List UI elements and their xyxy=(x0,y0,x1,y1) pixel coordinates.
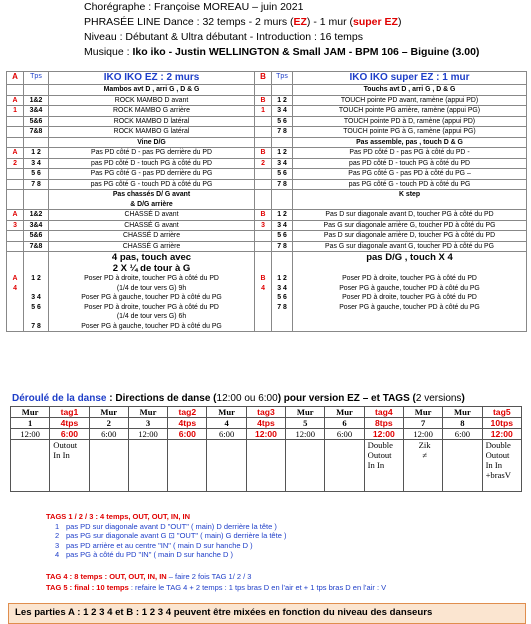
direction-note xyxy=(482,440,521,492)
part-letter: B xyxy=(255,148,272,159)
step-count: 3 4 xyxy=(31,294,41,301)
step-count: 1 2 xyxy=(272,210,293,221)
section-a3-title-line2: & D/G arrière xyxy=(130,200,173,208)
direction-time: 6:00 xyxy=(50,429,89,440)
step-row xyxy=(7,169,527,180)
section-1-title-row xyxy=(7,85,527,96)
step-description-sub: (1/4 de tour vers G) 6h xyxy=(116,313,187,320)
step-description: pas PG côté G - touch PD à côté du PG xyxy=(49,179,255,190)
direction-time: 12:00 xyxy=(246,429,285,440)
col-a-header: A xyxy=(7,72,24,85)
direction-note-line: Outout xyxy=(485,450,510,460)
wall-number: 4 xyxy=(207,418,246,429)
part-number: 4 xyxy=(261,284,265,292)
tag-step-number: 2 xyxy=(55,531,60,541)
directions-title-part: ) pour version EZ – et TAGS ( xyxy=(277,393,416,404)
wall-number: 8 xyxy=(443,418,482,429)
step-count: 1 2 xyxy=(31,275,41,282)
step-description: CHASSÉ D avant xyxy=(49,210,255,221)
tag-4-5-section xyxy=(46,571,386,593)
step-count: 7 8 xyxy=(272,179,293,190)
direction-time: 12:00 xyxy=(403,429,442,440)
section-a2-title: Vine D/G xyxy=(49,137,255,148)
section-3-title-row xyxy=(7,190,527,210)
tag-count: 4tps xyxy=(246,418,285,429)
step-count: 7&8 xyxy=(24,127,49,138)
wall-column-header: Mur xyxy=(325,407,364,418)
step-description: Poser PD à droite, toucher PG à côté du PD xyxy=(342,294,477,301)
part-letter: A xyxy=(7,210,24,221)
direction-time: 12:00 xyxy=(128,429,167,440)
tag-step-number: 4 xyxy=(55,550,60,560)
wall-number: 2 xyxy=(89,418,128,429)
tag-count: 4tps xyxy=(168,418,207,429)
direction-time: 6:00 xyxy=(89,429,128,440)
directions-title-part: 12:00 ou 6:00 xyxy=(216,393,278,404)
step-count: 5&6 xyxy=(24,116,49,127)
step-description: Poser PG à gauche, toucher PD à côté du PG xyxy=(339,303,480,311)
section-2-title-row xyxy=(7,137,527,148)
tag4-heading: TAG 4 : 8 temps : OUT, OUT, IN, IN xyxy=(46,572,167,581)
step-description: pas PG côté G - touch PD à côté du PG xyxy=(293,179,527,190)
wall-number: 6 xyxy=(325,418,364,429)
step-description: Pas D sur diagonale avant D, toucher PG à côté du PD xyxy=(293,210,527,221)
direction-note-line: ≠ xyxy=(422,450,427,460)
step-description: Poser PG à gauche, toucher PD à côté du PG xyxy=(81,294,222,301)
tag5-heading: TAG 5 : final : 10 temps xyxy=(46,583,129,592)
step-row xyxy=(7,95,527,106)
step-count: 7 8 xyxy=(24,179,49,190)
step-description: TOUCH pointe PD à D, ramène (appui PD) xyxy=(293,116,527,127)
step-row xyxy=(7,231,527,242)
part-letter: A xyxy=(12,275,18,282)
step-count: 5 6 xyxy=(272,169,293,180)
step-row xyxy=(7,220,527,231)
step-description: CHASSÉ D arrière xyxy=(49,231,255,242)
directions-time-row xyxy=(11,429,522,440)
footer-note: Les parties A : 1 2 3 4 et B : 1 2 3 4 peuvent être mixées en fonction du niveau des danseurs xyxy=(8,603,526,624)
step-count: 1 2 xyxy=(277,275,287,282)
wall-column-header: Mur xyxy=(11,407,50,418)
tag-step xyxy=(46,550,286,560)
step-count: 5&6 xyxy=(24,231,49,242)
direction-note xyxy=(364,440,403,492)
direction-time: 12:00 xyxy=(11,429,50,440)
col-tps-b-header: Tps xyxy=(272,72,293,85)
direction-note xyxy=(403,440,442,492)
part-cell xyxy=(7,252,24,332)
direction-note-line: In In xyxy=(485,460,503,470)
tag-column-header: tag1 xyxy=(50,407,89,418)
part-number: 3 xyxy=(255,220,272,231)
step-count: 1&2 xyxy=(24,210,49,221)
direction-note-line: Outout xyxy=(367,450,392,460)
step-description: TOUCH pointe PG arrière, ramène (appui PG) xyxy=(293,106,527,117)
phrase-prefix: PHRASÉE LINE Dance : 32 temps - 2 murs ( xyxy=(84,16,294,28)
step-description: Pas D sur diagonale arrière D, toucher PG à côté du PD xyxy=(293,231,527,242)
part-letter: B xyxy=(260,275,266,282)
step-count: 3&4 xyxy=(24,220,49,231)
step-description: Pas PG côté G - pas PD derrière du PG xyxy=(49,169,255,180)
step-count: 3 4 xyxy=(272,106,293,117)
step-count-cell xyxy=(24,252,49,332)
tag-column-header: tag3 xyxy=(246,407,285,418)
part-number: 1 xyxy=(255,106,272,117)
step-description: Poser PD à droite, toucher PG à côté du PD xyxy=(342,275,477,282)
directions-title-part: : Directions de danse ( xyxy=(106,393,217,404)
step-row xyxy=(7,158,527,169)
step-description: Pas G sur diagonale avant G, toucher PD à côté du PG xyxy=(293,241,527,252)
music-title: Iko iko - Justin WELLINGTON & Small JAM - BPM 106 – Biguine (3.00) xyxy=(132,46,480,58)
section-a4-cell xyxy=(49,252,255,332)
step-description: ROCK MAMBO G arrière xyxy=(49,106,255,117)
direction-note-line: In In xyxy=(367,460,385,470)
directions-subheader-row xyxy=(11,418,522,429)
section-a3-title xyxy=(49,190,255,210)
directions-title-part: ) xyxy=(461,393,465,404)
section-a4-title-line1: 4 pas, touch avec xyxy=(111,252,192,263)
wall-number: 1 xyxy=(11,418,50,429)
direction-time: 6:00 xyxy=(443,429,482,440)
direction-note xyxy=(443,440,482,492)
part-letter: A xyxy=(7,148,24,159)
section-b3-title: K step xyxy=(293,190,527,210)
part-letter: A xyxy=(7,95,24,106)
direction-note xyxy=(246,440,285,492)
part-letter: B xyxy=(255,210,272,221)
direction-note-line: Zik xyxy=(418,440,431,450)
step-description: Pas G sur diagonale arrière G, toucher PD à côté du PG xyxy=(293,220,527,231)
step-description: CHASSÉ G arrière xyxy=(49,241,255,252)
music xyxy=(84,45,524,60)
tag-step-number: 1 xyxy=(55,521,60,531)
step-count: 1 2 xyxy=(272,148,293,159)
wall-number: 7 xyxy=(403,418,442,429)
direction-note xyxy=(325,440,364,492)
step-description: Pas PD côté D - pas PG à côté du PD - xyxy=(293,148,527,159)
part-cell xyxy=(255,252,272,332)
step-count: 5 6 xyxy=(272,231,293,242)
step-description: pas PD côté D - touch PG à côté du PD xyxy=(49,158,255,169)
step-count-cell xyxy=(272,252,293,332)
step-description: TOUCH pointe PG à G, ramène (appui PG) xyxy=(293,127,527,138)
direction-note xyxy=(128,440,167,492)
tag-step-text: pas PD sur diagonale avant D "OUT" ( main) D derrière la tête ) xyxy=(66,521,277,531)
direction-note-line: Outout xyxy=(53,440,78,450)
step-count: 3 4 xyxy=(272,220,293,231)
col-b-header: B xyxy=(255,72,272,85)
wall-number: 3 xyxy=(128,418,167,429)
level: Niveau : Débutant & Ultra débutant - Introduction : 16 temps xyxy=(84,31,363,43)
steps-header-row xyxy=(7,72,527,85)
direction-note-line: +brasV xyxy=(485,470,511,480)
step-description: ROCK MAMBO D latéral xyxy=(49,116,255,127)
step-count: 3&4 xyxy=(24,106,49,117)
section-a1-title: Mambos avt D , arri G , D & G xyxy=(49,85,255,96)
step-count: 7 8 xyxy=(277,303,287,311)
section-b2-title: Pas assemble, pas , touch D & G xyxy=(293,137,527,148)
tag-step-text: pas PD arrière et au centre "IN" ( main D sur hanche D ) xyxy=(66,540,253,550)
tag-step-number: 3 xyxy=(55,540,60,550)
step-count: 7 8 xyxy=(272,127,293,138)
tag-count: 8tps xyxy=(364,418,403,429)
directions-title-main: Déroulé de la danse xyxy=(12,393,107,404)
direction-note xyxy=(168,440,207,492)
part-number: 3 xyxy=(7,220,24,231)
step-description: Poser PG à gauche, toucher PD à côté du PG xyxy=(339,284,480,292)
step-count: 1 2 xyxy=(272,95,293,106)
direction-note-line: Double xyxy=(367,440,393,450)
step-count: 5 6 xyxy=(24,169,49,180)
wall-column-header: Mur xyxy=(128,407,167,418)
tag-step-text: pas PG sur diagonale avant G ⊡ "OUT" ( main) G derrière la tête ) xyxy=(66,531,287,541)
step-count: 7&8 xyxy=(24,241,49,252)
tag-step xyxy=(46,522,286,532)
direction-note xyxy=(207,440,246,492)
step-description: Pas PD côté D - pas PG derrière du PD xyxy=(49,148,255,159)
step-description: Poser PG à gauche, toucher PD à côté du PG xyxy=(81,322,222,330)
step-row xyxy=(7,210,527,221)
step-row xyxy=(7,241,527,252)
tag5-line xyxy=(46,582,386,593)
phrase-end: ) xyxy=(397,16,402,28)
directions-title xyxy=(12,393,465,404)
direction-note-line: Double xyxy=(485,440,511,450)
part-number: 2 xyxy=(255,158,272,169)
tag-count: 10tps xyxy=(482,418,521,429)
wall-column-header: Mur xyxy=(403,407,442,418)
directions-notes-row xyxy=(11,440,522,492)
choreographer: Chorégraphe : Françoise MOREAU – juin 2021 xyxy=(84,1,304,13)
tag-column-header: tag4 xyxy=(364,407,403,418)
step-row xyxy=(7,116,527,127)
tag-column-header: tag2 xyxy=(168,407,207,418)
section-b4-title: pas D/G , touch X 4 xyxy=(366,252,453,263)
step-row xyxy=(7,127,527,138)
directions-title-part: 2 versions xyxy=(415,393,462,404)
step-count: 7 8 xyxy=(272,241,293,252)
direction-note-line: In In xyxy=(53,450,70,460)
phrase-ez: EZ xyxy=(293,16,307,28)
tag5-text: : refaire le TAG 4 + 2 temps : 1 tps bras D en l’air et + 1 tps bras D en l’air : V xyxy=(128,583,387,592)
section-a3-title-line1: Pas chassés D/ G avant xyxy=(112,191,191,198)
step-count: 7 8 xyxy=(31,322,41,330)
direction-note xyxy=(286,440,325,492)
step-description-sub: (1/4 de tour vers G) 9h xyxy=(116,284,187,292)
tag-step xyxy=(46,531,286,541)
tag4-line xyxy=(46,571,386,582)
phrase-line xyxy=(84,15,524,30)
direction-time: 12:00 xyxy=(482,429,521,440)
step-description: Pas PG côté G - pas PD à côté du PG – xyxy=(293,169,527,180)
step-row xyxy=(7,106,527,117)
direction-time: 12:00 xyxy=(364,429,403,440)
direction-time: 12:00 xyxy=(286,429,325,440)
wall-column-header: Mur xyxy=(89,407,128,418)
wall-column-header: Mur xyxy=(443,407,482,418)
direction-time: 6:00 xyxy=(207,429,246,440)
step-description: pas PD côté D - touch PG à côté du PD xyxy=(293,158,527,169)
tags-heading: TAGS 1 / 2 / 3 : 4 temps, OUT, OUT, IN, IN xyxy=(46,512,191,521)
part-number: 2 xyxy=(7,158,24,169)
direction-note xyxy=(11,440,50,492)
step-row xyxy=(7,148,527,159)
section-4-row xyxy=(7,252,527,332)
title-ez: IKO IKO EZ : 2 murs xyxy=(49,72,255,85)
wall-column-header: Mur xyxy=(286,407,325,418)
directions-header-row xyxy=(11,407,522,418)
part-number: 4 xyxy=(13,284,17,292)
section-b4-cell xyxy=(293,252,527,332)
step-count: 3 4 xyxy=(272,158,293,169)
step-description: ROCK MAMBO G latéral xyxy=(49,127,255,138)
step-count: 1 2 xyxy=(24,148,49,159)
step-count: 3 4 xyxy=(277,284,287,292)
tag4-text: – faire 2 fois TAG 1/ 2 / 3 xyxy=(166,572,252,581)
step-row xyxy=(7,179,527,190)
directions-table xyxy=(10,406,522,492)
section-b1-title: Touchs avt D , arri G , D & G xyxy=(293,85,527,96)
direction-note xyxy=(89,440,128,492)
part-letter: B xyxy=(255,95,272,106)
step-count: 5 6 xyxy=(277,294,287,301)
step-count: 3 4 xyxy=(24,158,49,169)
direction-time: 6:00 xyxy=(168,429,207,440)
wall-column-header: Mur xyxy=(207,407,246,418)
part-number: 1 xyxy=(7,106,24,117)
title-super: IKO IKO super EZ : 1 mur xyxy=(293,72,527,85)
wall-number: 5 xyxy=(286,418,325,429)
tag-step xyxy=(46,541,286,551)
step-description: Poser PD à droite, toucher PG à côté du PD xyxy=(84,275,219,282)
tag-step-text: pas PG à côté du PD "IN" ( main D sur hanche D ) xyxy=(66,550,234,560)
step-description: Poser PD à droite, toucher PG à côté du PD xyxy=(84,303,219,311)
tag-column-header: tag5 xyxy=(482,407,521,418)
steps-table xyxy=(6,71,527,332)
step-count: 5 6 xyxy=(31,303,41,311)
tag-count: 4tps xyxy=(50,418,89,429)
step-count: 5 6 xyxy=(272,116,293,127)
col-tps-header: Tps xyxy=(24,72,49,85)
tags-section xyxy=(46,512,286,560)
direction-note xyxy=(50,440,89,492)
section-a4-title-line2: 2 X ¼ de tour à G xyxy=(112,263,191,274)
phrase-mid: ) - 1 mur ( xyxy=(306,16,354,28)
music-prefix: Musique : xyxy=(84,46,133,58)
step-description: TOUCH pointe PD avant, ramène (appui PD) xyxy=(293,95,527,106)
step-description: ROCK MAMBO D avant xyxy=(49,95,255,106)
step-description: CHASSÉ G avant xyxy=(49,220,255,231)
header xyxy=(84,0,524,60)
step-count: 1&2 xyxy=(24,95,49,106)
direction-time: 6:00 xyxy=(325,429,364,440)
phrase-super: super EZ xyxy=(353,16,398,28)
